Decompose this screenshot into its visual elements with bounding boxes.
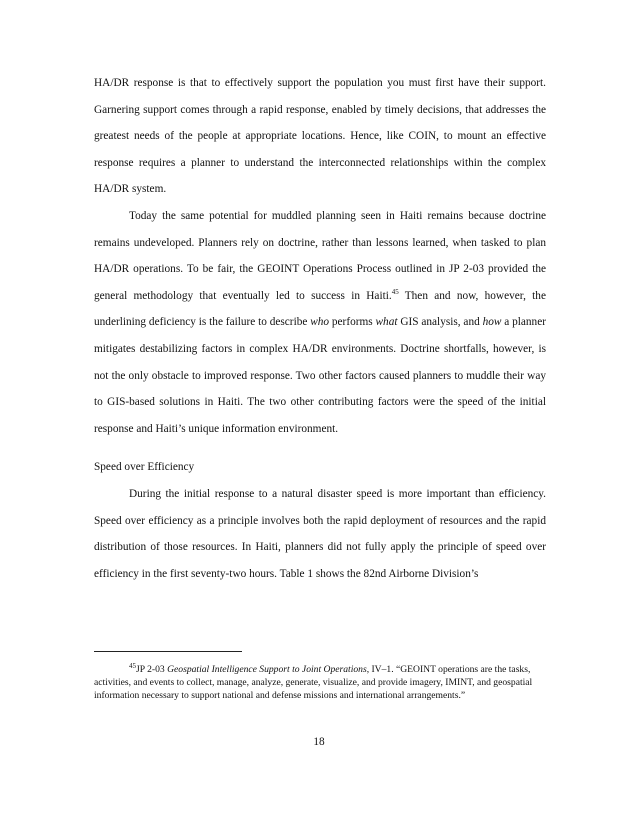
footnote-title: Geospatial Intelligence Support to Joint Operations	[167, 664, 367, 675]
footnote-post: , IV–1. “GEOINT operations are the tasks, activities, and events to collect, manage, analyze, generate, visualize, and provide imagery, IMINT, and geospatial information necessary to support national and defense missions and international arrangements.”	[94, 664, 533, 701]
section-gap	[94, 442, 546, 454]
footnote-pre: JP 2-03	[136, 664, 168, 675]
footnote-reference[interactable]: 45	[391, 287, 399, 296]
footnote	[94, 661, 546, 702]
emphasis-how: how	[482, 316, 502, 329]
emphasis-what: what	[375, 316, 398, 329]
paragraph-2-text-b: Then and now, however, the underlining deficiency is the failure to describe	[94, 289, 546, 329]
paragraph-1: HA/DR response is that to effectively support the population you must first have their support. Garnering support comes through a rapid response, enabled by timely decisions, that addresses the greatest needs of the people at appropriate locations. Hence, like COIN, to mount an effective response requires a planner to understand the interconnected relationships within the complex HA/DR system.	[94, 77, 546, 196]
paragraph-2-text-c: performs	[329, 316, 376, 329]
section-heading: Speed over Efficiency	[94, 461, 195, 474]
footnote-number: 45	[129, 661, 136, 670]
page-number: 18	[313, 736, 325, 748]
emphasis-who: who	[310, 316, 330, 329]
paragraph-2-text-e: a planner mitigates destabilizing factors in complex HA/DR environments. Doctrine shortfalls, however, is not the only obstacle to improved response. Two other factors caused planners to muddle their way to GIS-based solutions in Haiti. The two other contributing factors were the speed of the initial response and Haiti’s unique information environment.	[94, 316, 546, 435]
footnote-body	[94, 661, 546, 702]
paragraph-2-text-a: Today the same potential for muddled planning seen in Haiti remains because doctrine remains undeveloped. Planners rely on doctrine, rather than lessons learned, when tasked to plan HA/DR operations. To be fair, the GEOINT Operations Process outlined in JP 2-03 provided the general methodology that eventually led to success in Haiti.	[94, 209, 546, 302]
body-text	[94, 70, 546, 587]
paragraph-2	[94, 203, 546, 442]
paragraph-3: During the initial response to a natural disaster speed is more important than efficiency. Speed over efficiency as a principle involves both the rapid deployment of resources and the rapid distribution of those resources. In Haiti, planners did not fully apply the principle of speed over efficiency in the first seventy-two hours. Table 1 shows the 82nd Airborne Division’s	[94, 487, 546, 580]
paragraph-2-text-d: GIS analysis, and	[397, 316, 483, 329]
footnote-separator	[94, 651, 242, 652]
